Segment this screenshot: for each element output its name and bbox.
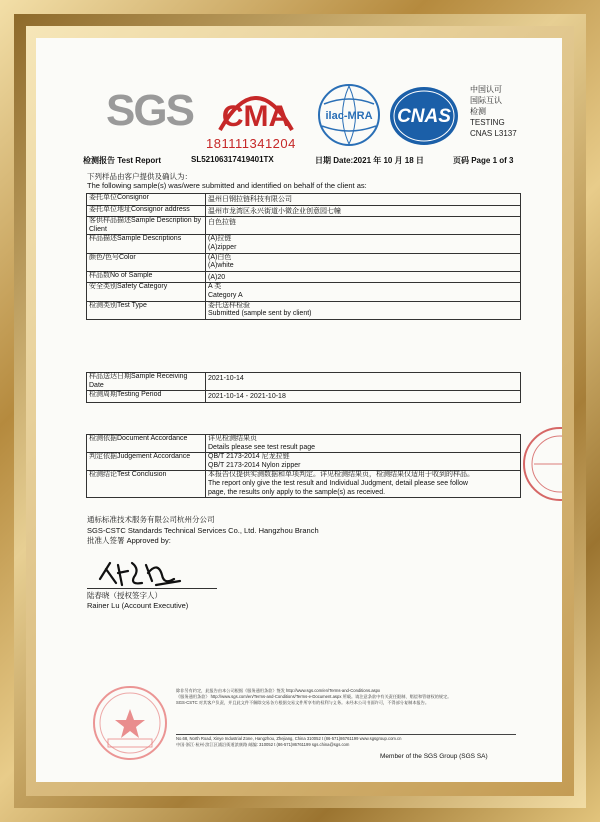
row-label-en: Consignor address — [131, 205, 190, 213]
cnas-logo — [388, 84, 460, 148]
report-date: 日期 Date:2021 年 10 月 18 日 — [315, 156, 424, 165]
table-row — [87, 391, 521, 403]
cnas-line: TESTING — [470, 118, 505, 127]
row-label — [87, 194, 206, 206]
result-table — [86, 434, 521, 498]
address-cn: 中国·浙江·杭州·滨江区浦沿街道滨康路 邮编: 310052 t (86-571)86761199 sgs.china@sgs.com — [176, 742, 350, 747]
terms-line: SGS-CSTC 对其客户负责，并且此文件不解除交易各方根据交易文件所享有的权利与义务。未经本公司书面许可，不得部分复制本报告。 — [176, 700, 430, 705]
company-en: SGS-CSTC Standards Technical Services Co., Ltd. Hangzhou Branch — [87, 525, 319, 535]
row-label — [87, 453, 206, 471]
table-row — [87, 471, 521, 498]
row-value-text: The report only give the test result and Individual Judgment, detail please see follow — [208, 479, 468, 487]
row-value-text: 2021-10-14 - 2021-10-18 — [208, 393, 286, 401]
row-label — [87, 373, 206, 391]
row-value — [206, 435, 521, 453]
approved-by-label: 批准人签署 Approved by: — [87, 536, 171, 545]
row-label-cn: 检测周期 — [89, 391, 117, 399]
row-label-en: Document Accordance — [117, 435, 188, 442]
signer-cn: 陆春晓（授权签字人） — [87, 591, 162, 600]
row-value-text: QB/T 2173-2014 尼龙拉链 — [208, 453, 290, 461]
row-value-text: (A)zipper — [208, 243, 237, 251]
row-value-text: (A)白色 — [208, 253, 232, 261]
row-value — [206, 301, 521, 319]
row-value — [206, 271, 521, 283]
terms-line: 除非另有约定，此报告由本公司根据《服务通用条款》签发 http://www.sgs.com/en/Terms-and-Conditions.aspx — [176, 688, 381, 693]
row-label-en: Color — [118, 253, 136, 261]
row-value — [206, 471, 521, 498]
row-label-cn: 检测依据 — [89, 435, 117, 442]
row-value — [206, 253, 521, 271]
table-row — [87, 373, 521, 391]
client-info-table — [86, 193, 521, 320]
table-row — [87, 205, 521, 217]
row-label — [87, 235, 206, 253]
row-label-en: Judgement Accordance — [117, 453, 191, 461]
table-row — [87, 435, 521, 453]
table-row — [87, 253, 521, 271]
intro-en: The following sample(s) was/were submitted and identified on behalf of the client as: — [87, 181, 367, 190]
row-label-cn: 检测结论 — [89, 471, 117, 479]
cnas-text: CNAS — [397, 106, 451, 127]
row-label-cn: 样品送达日期 — [89, 373, 131, 380]
issuing-company — [87, 515, 319, 547]
row-value-text: (A)拉链 — [208, 235, 232, 243]
row-label — [87, 435, 206, 453]
table-row — [87, 194, 521, 206]
row-value-text: 温州市龙湾区永兴街道小微企业创意园七幢 — [208, 207, 341, 215]
terms-line: 《服务通用条款》 http://www.sgs.com/en/Terms-and-Conditions/Terms-e-Document.aspx 所载。请注意条款中有关责任限制、赔偿和管辖权的规定。 — [176, 694, 452, 699]
row-label-cn: 客供样品描述 — [89, 217, 131, 225]
row-label-en: Sample Receiving Date — [89, 373, 188, 389]
row-value — [206, 194, 521, 206]
row-label-en: Testing Period — [117, 391, 162, 399]
row-label — [87, 391, 206, 403]
row-label-en: Safety Category — [117, 283, 168, 291]
table-row — [87, 453, 521, 471]
row-value — [206, 235, 521, 253]
signer-block — [87, 588, 217, 610]
row-label-cn: 颜色/色号 — [89, 253, 119, 261]
inspection-seal-stamp-partial — [520, 424, 562, 504]
report-label: 检测报告 Test Report — [83, 156, 162, 165]
row-value-text: 白色拉链 — [208, 219, 236, 227]
cma-text: CMA — [221, 100, 291, 133]
cnas-line: 检测 — [470, 107, 486, 116]
intro-text — [87, 172, 367, 190]
certificate-paper — [36, 38, 562, 782]
table-row — [87, 271, 521, 283]
intro-cn: 下列样品由客户提供及确认为： — [87, 172, 192, 181]
row-label-en: Test Type — [117, 301, 147, 309]
row-value-text: page, the results only apply to the sample(s) as received. — [208, 488, 386, 496]
row-value — [206, 205, 521, 217]
row-value-text: 详见检测结果页 — [208, 435, 257, 442]
row-value-text: A 类 — [208, 283, 222, 291]
cnas-line: CNAS L3137 — [470, 129, 517, 138]
row-value — [206, 391, 521, 403]
row-value — [206, 453, 521, 471]
row-label-cn: 样品描述 — [89, 235, 117, 243]
row-label-cn: 样品数 — [89, 271, 110, 279]
logo-row — [36, 78, 562, 158]
cma-number: 181111341204 — [206, 136, 296, 151]
cnas-line: 国际互认 — [470, 96, 502, 105]
row-value-text: (A)white — [208, 262, 234, 270]
inspection-seal-stamp — [90, 683, 170, 763]
row-label — [87, 471, 206, 498]
ilac-text: ilac-MRA — [325, 110, 373, 122]
row-label-en: Sample Description by Client — [89, 217, 202, 233]
row-value-text: 2021-10-14 — [208, 375, 244, 382]
sgs-logo: SGS — [106, 86, 193, 135]
row-label-cn: 安全类别 — [89, 283, 117, 291]
address-footer — [176, 734, 516, 748]
row-value-text: Category A — [208, 291, 243, 299]
row-label — [87, 253, 206, 271]
row-label-cn: 检测类别 — [89, 301, 117, 309]
page-number: 页码 Page 1 of 3 — [453, 156, 514, 165]
row-label-cn: 委托单位 — [89, 194, 117, 201]
address-en: No.68, North Road, Xinye Industrial Zone, Hangzhou, Zhejiang, China 310052 t (86-571)86761199 www.sgsgroup.com.cn — [176, 736, 402, 741]
row-value-text: QB/T 2173-2014 Nylon zipper — [208, 461, 301, 469]
row-label — [87, 205, 206, 217]
company-cn: 通标标准技术服务有限公司杭州分公司 — [87, 515, 215, 524]
table-row — [87, 235, 521, 253]
row-label — [87, 271, 206, 283]
sgs-member-note: Member of the SGS Group (SGS SA) — [380, 753, 488, 760]
handwritten-signature — [96, 555, 186, 591]
cnas-recognition-text — [470, 84, 517, 139]
ilac-mra-logo — [316, 82, 382, 148]
row-label-cn: 委托单位地址 — [89, 205, 131, 213]
row-label — [87, 283, 206, 301]
row-value-text: (A)20 — [208, 273, 226, 281]
row-value-text: 委托送样检验 — [208, 301, 250, 309]
date-table — [86, 372, 521, 403]
row-value — [206, 373, 521, 391]
row-label-en: No of Sample — [110, 271, 153, 279]
table-row — [87, 217, 521, 235]
row-value — [206, 217, 521, 235]
cnas-line: 中国认可 — [470, 85, 502, 94]
row-value-text: Submitted (sample sent by client) — [208, 310, 312, 318]
row-value — [206, 283, 521, 301]
table-row — [87, 283, 521, 301]
row-value-text: 本报告仅提供实测数据和单项判定。详见检测结果页，检测结果仅适用于收到的样品。 — [208, 471, 474, 479]
table-row — [87, 301, 521, 319]
row-label — [87, 217, 206, 235]
report-number: SL52106317419401TX — [191, 155, 274, 164]
cma-logo — [210, 78, 302, 144]
row-value-text: Details please see test result page — [208, 443, 316, 451]
row-label-en: Sample Descriptions — [117, 235, 182, 243]
row-label-cn: 判定依据 — [89, 453, 117, 461]
row-label-en: Consignor — [117, 194, 149, 201]
row-label-en: Test Conclusion — [117, 471, 167, 479]
row-value-text: 温州日钢拉链科技有限公司 — [208, 196, 292, 203]
signer-en: Rainer Lu (Account Executive) — [87, 600, 189, 610]
row-label — [87, 301, 206, 319]
terms-fine-print — [176, 688, 516, 706]
